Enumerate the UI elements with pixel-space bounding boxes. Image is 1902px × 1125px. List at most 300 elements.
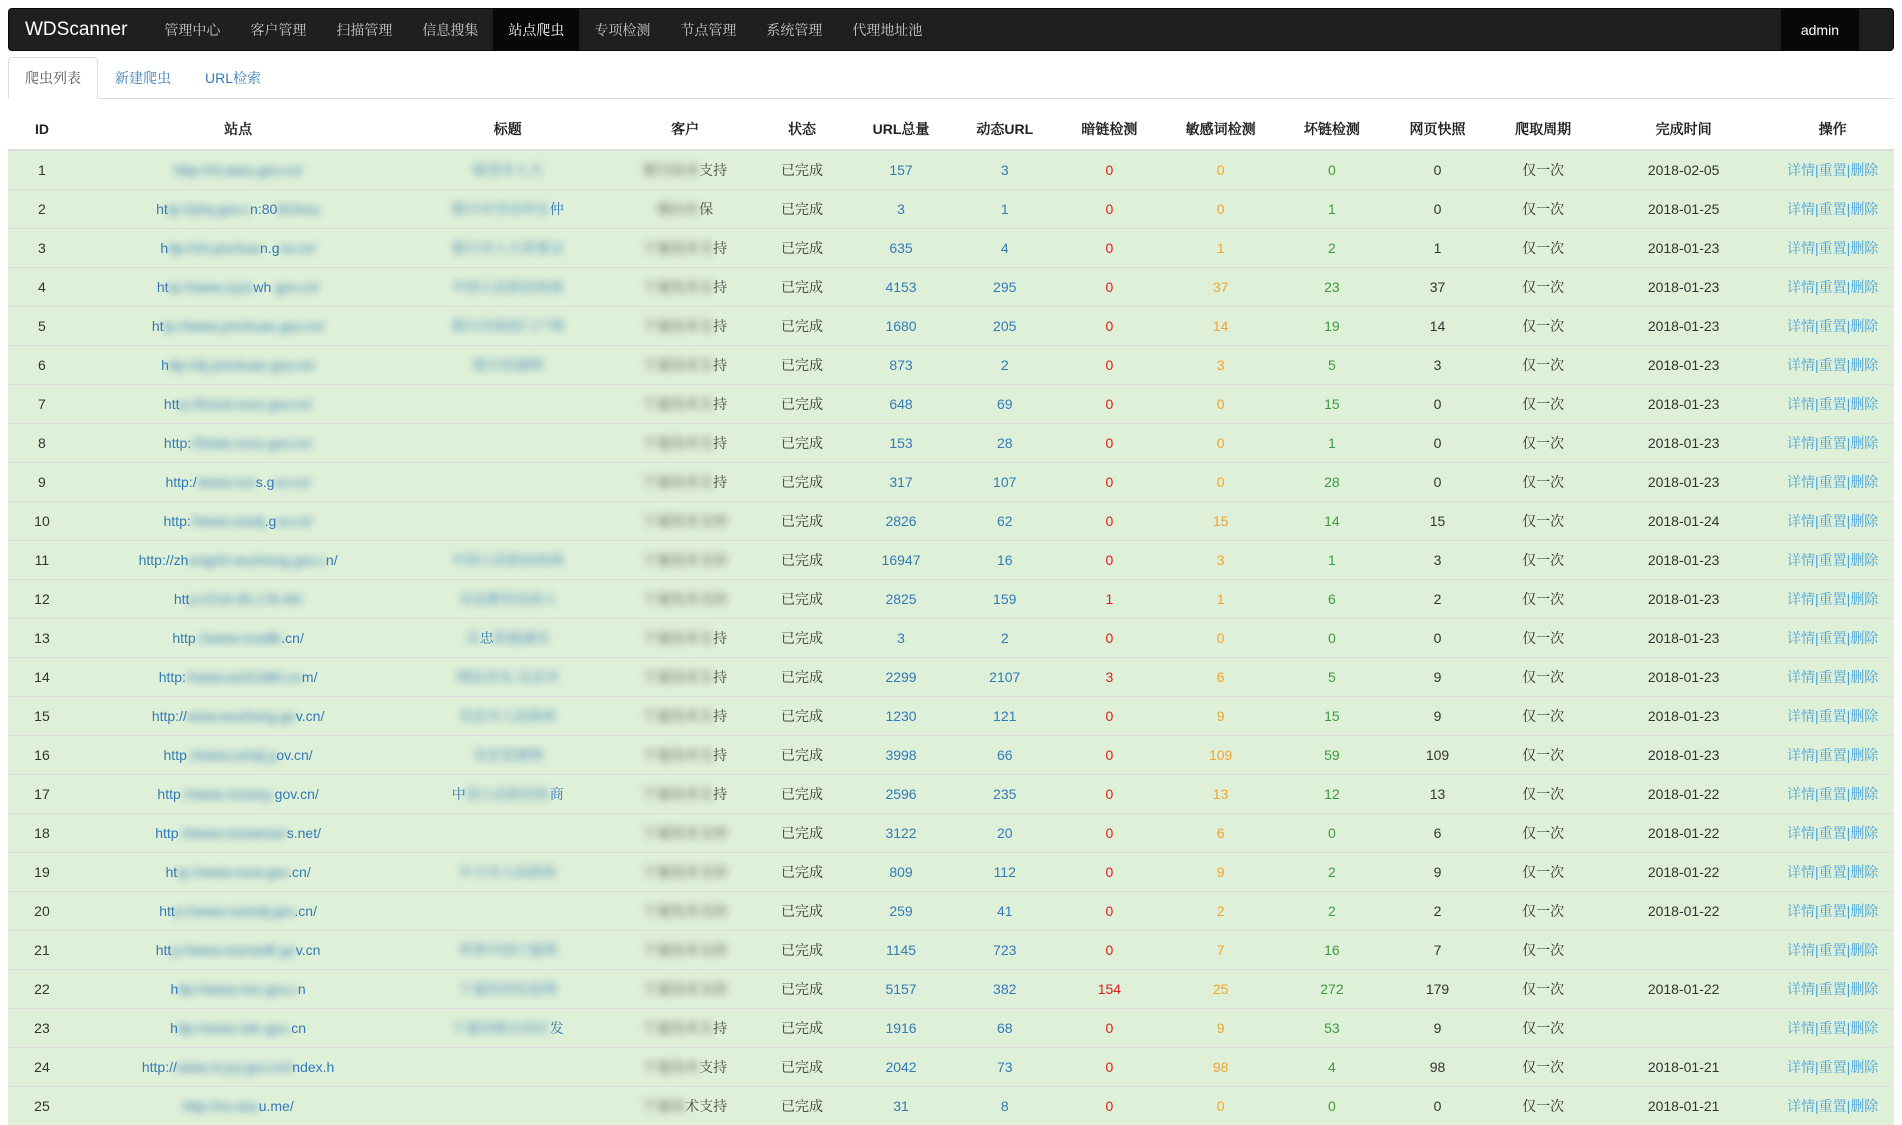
crawl-period-cell: 仅一次: [1490, 1009, 1596, 1048]
url-total-link[interactable]: 3: [849, 190, 953, 229]
tab[interactable]: 爬虫列表: [8, 57, 98, 99]
action-separator: |: [1815, 825, 1819, 841]
url-total-link[interactable]: 16947: [849, 541, 953, 580]
blurred-text: 银川党建网: [473, 357, 543, 373]
client-cell: [615, 697, 755, 736]
dynamic-url-link[interactable]: 2: [953, 346, 1057, 385]
detail-link[interactable]: 详情: [1787, 318, 1815, 334]
actions-cell: [1771, 658, 1894, 697]
reset-link[interactable]: 重置: [1819, 240, 1847, 256]
snapshot-count: 1: [1385, 229, 1491, 268]
action-separator: |: [1847, 435, 1851, 451]
delete-link[interactable]: 删除: [1850, 864, 1878, 880]
url-total-link[interactable]: 1230: [849, 697, 953, 736]
site-link[interactable]: [76, 580, 400, 619]
darklink-count: 0: [1057, 775, 1163, 814]
reset-link[interactable]: 重置: [1819, 942, 1847, 958]
url-total-link[interactable]: 2826: [849, 502, 953, 541]
delete-link[interactable]: 删除: [1850, 162, 1878, 178]
reset-link[interactable]: 重置: [1819, 318, 1847, 334]
blurred-text: p://www.nsnedj.gov: [175, 903, 295, 919]
reset-link[interactable]: 重置: [1819, 435, 1847, 451]
text: n/: [326, 552, 338, 568]
title-link[interactable]: [400, 463, 615, 502]
sensitive-word-count: 7: [1162, 931, 1279, 970]
nav-item[interactable]: 代理地址池: [837, 9, 937, 50]
reset-link[interactable]: 重置: [1819, 786, 1847, 802]
delete-link[interactable]: 删除: [1850, 903, 1878, 919]
column-header: 网页快照: [1385, 109, 1491, 150]
reset-link[interactable]: 重置: [1819, 201, 1847, 217]
dynamic-url-link[interactable]: 205: [953, 307, 1057, 346]
nav-item[interactable]: 系统管理: [751, 9, 837, 50]
title-link[interactable]: [400, 1009, 615, 1048]
badlink-count: 0: [1279, 619, 1385, 658]
url-total-link[interactable]: 4153: [849, 268, 953, 307]
darklink-count: 0: [1057, 814, 1163, 853]
snapshot-count: 0: [1385, 619, 1491, 658]
title-link[interactable]: [400, 150, 615, 190]
dynamic-url-link[interactable]: 66: [953, 736, 1057, 775]
url-total-link[interactable]: 2299: [849, 658, 953, 697]
reset-link[interactable]: 重置: [1819, 513, 1847, 529]
detail-link[interactable]: 详情: [1787, 591, 1815, 607]
detail-link[interactable]: 详情: [1787, 357, 1815, 373]
reset-link[interactable]: 重置: [1819, 474, 1847, 490]
delete-link[interactable]: 删除: [1850, 786, 1878, 802]
url-total-link[interactable]: 1916: [849, 1009, 953, 1048]
blurred-text: ov.cn/: [276, 513, 312, 529]
status-cell: 已完成: [755, 1009, 849, 1048]
status-cell: 已完成: [755, 346, 849, 385]
badlink-count: 15: [1279, 697, 1385, 736]
darklink-count: 0: [1057, 541, 1163, 580]
action-separator: |: [1847, 552, 1851, 568]
action-separator: |: [1847, 513, 1851, 529]
delete-link[interactable]: 删除: [1850, 552, 1878, 568]
site-link[interactable]: [76, 970, 400, 1009]
client-cell: [615, 736, 755, 775]
detail-link[interactable]: 详情: [1787, 1020, 1815, 1036]
site-link[interactable]: [76, 541, 400, 580]
url-total-link[interactable]: 317: [849, 463, 953, 502]
url-total-link[interactable]: 2042: [849, 1048, 953, 1087]
detail-link[interactable]: 详情: [1787, 162, 1815, 178]
site-link[interactable]: [76, 892, 400, 931]
app-brand[interactable]: WDScanner: [9, 9, 149, 50]
title-link[interactable]: [400, 190, 615, 229]
crawl-period-cell: 仅一次: [1490, 697, 1596, 736]
sensitive-word-count: 13: [1162, 775, 1279, 814]
site-link[interactable]: [76, 1009, 400, 1048]
snapshot-count: 9: [1385, 1009, 1491, 1048]
row-id: 24: [8, 1048, 76, 1087]
dynamic-url-link[interactable]: 235: [953, 775, 1057, 814]
detail-link[interactable]: 详情: [1787, 279, 1815, 295]
client-cell: [615, 775, 755, 814]
column-header: 动态URL: [953, 109, 1057, 150]
text: s.net/: [287, 825, 321, 841]
detail-link[interactable]: 详情: [1787, 1098, 1815, 1114]
title-link[interactable]: [400, 892, 615, 931]
dynamic-url-link[interactable]: 20: [953, 814, 1057, 853]
url-total-link[interactable]: 2596: [849, 775, 953, 814]
url-total-link[interactable]: 3998: [849, 736, 953, 775]
delete-link[interactable]: 删除: [1850, 981, 1878, 997]
status-cell: 已完成: [755, 970, 849, 1009]
title-link[interactable]: [400, 307, 615, 346]
darklink-count: 0: [1057, 150, 1163, 190]
title-link[interactable]: [400, 658, 615, 697]
sensitive-word-count: 6: [1162, 814, 1279, 853]
url-total-link[interactable]: 2825: [849, 580, 953, 619]
site-link[interactable]: [76, 385, 400, 424]
finish-time-cell: 2018-01-23: [1596, 307, 1771, 346]
row-id: 6: [8, 346, 76, 385]
text: v.cn/: [296, 708, 325, 724]
action-separator: |: [1815, 1059, 1819, 1075]
reset-link[interactable]: 重置: [1819, 669, 1847, 685]
delete-link[interactable]: 删除: [1850, 318, 1878, 334]
url-total-link[interactable]: 1145: [849, 931, 953, 970]
url-total-link[interactable]: 809: [849, 853, 953, 892]
reset-link[interactable]: 重置: [1819, 708, 1847, 724]
site-link[interactable]: [76, 190, 400, 229]
snapshot-count: 2: [1385, 580, 1491, 619]
dynamic-url-link[interactable]: 2107: [953, 658, 1057, 697]
action-separator: |: [1847, 1020, 1851, 1036]
nav-item[interactable]: 客户管理: [235, 9, 321, 50]
client-cell: [615, 150, 755, 190]
snapshot-count: 7: [1385, 931, 1491, 970]
finish-time-cell: 2018-01-23: [1596, 736, 1771, 775]
reset-link[interactable]: 重置: [1819, 864, 1847, 880]
title-link[interactable]: [400, 619, 615, 658]
finish-time-cell: 2018-01-23: [1596, 541, 1771, 580]
finish-time-cell: 2018-01-23: [1596, 619, 1771, 658]
dynamic-url-link[interactable]: 8: [953, 1087, 1057, 1125]
dynamic-url-link[interactable]: 121: [953, 697, 1057, 736]
reset-link[interactable]: 重置: [1819, 591, 1847, 607]
reset-link[interactable]: 重置: [1819, 357, 1847, 373]
sensitive-word-count: 25: [1162, 970, 1279, 1009]
action-separator: |: [1815, 318, 1819, 334]
title-link[interactable]: [400, 268, 615, 307]
client-cell: [615, 853, 755, 892]
delete-link[interactable]: 删除: [1850, 1059, 1878, 1075]
table-row: [8, 268, 1894, 307]
snapshot-count: 9: [1385, 658, 1491, 697]
site-link[interactable]: [76, 619, 400, 658]
site-link[interactable]: [76, 736, 400, 775]
text: htt: [174, 591, 190, 607]
title-link[interactable]: [400, 385, 615, 424]
blurred-text: 中国人民政治协商: [452, 552, 564, 568]
title-link[interactable]: [400, 697, 615, 736]
detail-link[interactable]: 详情: [1787, 630, 1815, 646]
detail-link[interactable]: 详情: [1787, 786, 1815, 802]
sensitive-word-count: 0: [1162, 190, 1279, 229]
table-row: [8, 424, 1894, 463]
blurred-text: 宁夏技术支: [643, 669, 713, 685]
blurred-text: 国人民政治协: [466, 786, 550, 802]
action-separator: |: [1847, 279, 1851, 295]
action-separator: |: [1847, 201, 1851, 217]
reset-link[interactable]: 重置: [1819, 279, 1847, 295]
status-cell: 已完成: [755, 229, 849, 268]
dynamic-url-link[interactable]: 4: [953, 229, 1057, 268]
site-link[interactable]: [76, 697, 400, 736]
blurred-text: /www.nxz: [197, 474, 256, 490]
actions-cell: [1771, 268, 1894, 307]
row-id: 12: [8, 580, 76, 619]
tab[interactable]: 新建爬虫: [98, 57, 188, 99]
reset-link[interactable]: 重置: [1819, 747, 1847, 763]
darklink-count: 0: [1057, 268, 1163, 307]
site-link[interactable]: [76, 931, 400, 970]
delete-link[interactable]: 删除: [1850, 279, 1878, 295]
delete-link[interactable]: 删除: [1850, 1098, 1878, 1114]
text: ht: [165, 864, 177, 880]
status-cell: 已完成: [755, 150, 849, 190]
site-link[interactable]: [76, 814, 400, 853]
reset-link[interactable]: 重置: [1819, 630, 1847, 646]
site-link[interactable]: [76, 853, 400, 892]
sensitive-word-count: 98: [1162, 1048, 1279, 1087]
blurred-text: 宁夏技术支持: [643, 552, 727, 568]
reset-link[interactable]: 重置: [1819, 1059, 1847, 1075]
user-menu-admin[interactable]: admin: [1781, 9, 1859, 50]
text: ov.cn/: [276, 747, 312, 763]
title-link[interactable]: [400, 853, 615, 892]
url-total-link[interactable]: 635: [849, 229, 953, 268]
title-link[interactable]: [400, 970, 615, 1009]
dynamic-url-link[interactable]: 73: [953, 1048, 1057, 1087]
dynamic-url-link[interactable]: 16: [953, 541, 1057, 580]
snapshot-count: 2: [1385, 892, 1491, 931]
site-link[interactable]: [76, 150, 400, 190]
title-link[interactable]: [400, 229, 615, 268]
dynamic-url-link[interactable]: 1: [953, 190, 1057, 229]
delete-link[interactable]: 删除: [1850, 474, 1878, 490]
url-total-link[interactable]: 3122: [849, 814, 953, 853]
darklink-count: 0: [1057, 190, 1163, 229]
title-link[interactable]: [400, 814, 615, 853]
reset-link[interactable]: 重置: [1819, 981, 1847, 997]
detail-link[interactable]: 详情: [1787, 201, 1815, 217]
title-link[interactable]: [400, 1048, 615, 1087]
snapshot-count: 0: [1385, 385, 1491, 424]
url-total-link[interactable]: 3: [849, 619, 953, 658]
delete-link[interactable]: 删除: [1850, 747, 1878, 763]
dynamic-url-link[interactable]: 62: [953, 502, 1057, 541]
detail-link[interactable]: 详情: [1787, 981, 1815, 997]
nav-item[interactable]: 节点管理: [665, 9, 751, 50]
site-link[interactable]: [76, 307, 400, 346]
delete-link[interactable]: 删除: [1850, 669, 1878, 685]
blurred-text: ttp://www.nsn.gov.c: [178, 981, 298, 997]
finish-time-cell: 2018-01-22: [1596, 814, 1771, 853]
url-total-link[interactable]: 31: [849, 1087, 953, 1125]
title-link[interactable]: [400, 736, 615, 775]
badlink-count: 6: [1279, 580, 1385, 619]
reset-link[interactable]: 重置: [1819, 825, 1847, 841]
dynamic-url-link[interactable]: 41: [953, 892, 1057, 931]
dynamic-url-link[interactable]: 3: [953, 150, 1057, 190]
text: h: [170, 1020, 178, 1036]
detail-link[interactable]: 详情: [1787, 942, 1815, 958]
url-total-link[interactable]: 873: [849, 346, 953, 385]
detail-link[interactable]: 详情: [1787, 825, 1815, 841]
finish-time-cell: 2018-01-23: [1596, 229, 1771, 268]
site-link[interactable]: [76, 1048, 400, 1087]
site-link[interactable]: [76, 268, 400, 307]
dynamic-url-link[interactable]: 382: [953, 970, 1057, 1009]
detail-link[interactable]: 详情: [1787, 669, 1815, 685]
row-id: 22: [8, 970, 76, 1009]
url-total-link[interactable]: 157: [849, 150, 953, 190]
dynamic-url-link[interactable]: 723: [953, 931, 1057, 970]
delete-link[interactable]: 删除: [1850, 513, 1878, 529]
action-separator: |: [1815, 474, 1819, 490]
url-total-link[interactable]: 259: [849, 892, 953, 931]
reset-link[interactable]: 重置: [1819, 903, 1847, 919]
dynamic-url-link[interactable]: 112: [953, 853, 1057, 892]
reset-link[interactable]: 重置: [1819, 1020, 1847, 1036]
site-link[interactable]: [76, 424, 400, 463]
dynamic-url-link[interactable]: 2: [953, 619, 1057, 658]
snapshot-count: 109: [1385, 736, 1491, 775]
crawl-period-cell: 仅一次: [1490, 1048, 1596, 1087]
table-row: [8, 853, 1894, 892]
site-link[interactable]: [76, 775, 400, 814]
detail-link[interactable]: 详情: [1787, 552, 1815, 568]
delete-link[interactable]: 删除: [1850, 825, 1878, 841]
dynamic-url-link[interactable]: 69: [953, 385, 1057, 424]
nav-item[interactable]: 管理中心: [149, 9, 235, 50]
nav-item[interactable]: 站点爬虫: [493, 9, 579, 50]
snapshot-count: 13: [1385, 775, 1491, 814]
tab[interactable]: URL检索: [188, 57, 278, 99]
finish-time-cell: 2018-01-23: [1596, 424, 1771, 463]
client-cell: [615, 658, 755, 697]
sensitive-word-count: 6: [1162, 658, 1279, 697]
blurred-text: //fztais.nxzs.gov.cn/: [191, 435, 312, 451]
detail-link[interactable]: 详情: [1787, 513, 1815, 529]
delete-link[interactable]: 删除: [1850, 708, 1878, 724]
nav-item[interactable]: 信息搜集: [407, 9, 493, 50]
delete-link[interactable]: 删除: [1850, 942, 1878, 958]
title-link[interactable]: [400, 346, 615, 385]
status-cell: 已完成: [755, 502, 849, 541]
row-id: 23: [8, 1009, 76, 1048]
blurred-text: 吴忠市人民政府: [459, 708, 557, 724]
actions-cell: [1771, 385, 1894, 424]
snapshot-count: 98: [1385, 1048, 1491, 1087]
site-link[interactable]: [76, 229, 400, 268]
url-total-link[interactable]: 153: [849, 424, 953, 463]
title-link[interactable]: [400, 541, 615, 580]
column-header: 状态: [755, 109, 849, 150]
url-total-link[interactable]: 1680: [849, 307, 953, 346]
site-link[interactable]: [76, 1087, 400, 1125]
site-link[interactable]: [76, 658, 400, 697]
site-link[interactable]: [76, 502, 400, 541]
delete-link[interactable]: 删除: [1850, 630, 1878, 646]
detail-link[interactable]: 详情: [1787, 474, 1815, 490]
reset-link[interactable]: 重置: [1819, 1098, 1847, 1114]
text: 持: [713, 279, 727, 295]
dynamic-url-link[interactable]: 107: [953, 463, 1057, 502]
column-header: 站点: [76, 109, 400, 150]
badlink-count: 2: [1279, 892, 1385, 931]
row-id: 11: [8, 541, 76, 580]
title-link[interactable]: [400, 580, 615, 619]
actions-cell: [1771, 619, 1894, 658]
top-navbar: [8, 8, 1894, 51]
delete-link[interactable]: 删除: [1850, 201, 1878, 217]
action-separator: |: [1847, 747, 1851, 763]
detail-link[interactable]: 详情: [1787, 1059, 1815, 1075]
reset-link[interactable]: 重置: [1819, 552, 1847, 568]
blurred-text: 防震减灾: [494, 630, 550, 646]
delete-link[interactable]: 删除: [1850, 357, 1878, 373]
detail-link[interactable]: 详情: [1787, 903, 1815, 919]
table-row: [8, 892, 1894, 931]
detail-link[interactable]: 详情: [1787, 396, 1815, 412]
url-total-link[interactable]: 648: [849, 385, 953, 424]
title-link[interactable]: [400, 775, 615, 814]
dynamic-url-link[interactable]: 159: [953, 580, 1057, 619]
badlink-count: 0: [1279, 814, 1385, 853]
reset-link[interactable]: 重置: [1819, 162, 1847, 178]
blurred-text: http://nx.eso: [182, 1098, 258, 1114]
detail-link[interactable]: 详情: [1787, 864, 1815, 880]
delete-link[interactable]: 删除: [1850, 591, 1878, 607]
dynamic-url-link[interactable]: 28: [953, 424, 1057, 463]
detail-link[interactable]: 详情: [1787, 435, 1815, 451]
text: 持: [713, 396, 727, 412]
badlink-count: 2: [1279, 229, 1385, 268]
title-link[interactable]: [400, 1087, 615, 1125]
dynamic-url-link[interactable]: 295: [953, 268, 1057, 307]
dynamic-url-link[interactable]: 68: [953, 1009, 1057, 1048]
column-header: 完成时间: [1596, 109, 1771, 150]
blurred-text: p://fzszd.nxzs.gov.cn/: [179, 396, 312, 412]
detail-link[interactable]: 详情: [1787, 240, 1815, 256]
reset-link[interactable]: 重置: [1819, 396, 1847, 412]
nav-item[interactable]: 扫描管理: [321, 9, 407, 50]
delete-link[interactable]: 删除: [1850, 1020, 1878, 1036]
detail-link[interactable]: 详情: [1787, 708, 1815, 724]
darklink-count: 0: [1057, 346, 1163, 385]
title-link[interactable]: [400, 931, 615, 970]
nav-item[interactable]: 专项检测: [579, 9, 665, 50]
site-link[interactable]: [76, 346, 400, 385]
site-link[interactable]: [76, 463, 400, 502]
text: s.g: [256, 474, 275, 490]
title-link[interactable]: [400, 424, 615, 463]
darklink-count: 0: [1057, 307, 1163, 346]
title-link[interactable]: [400, 502, 615, 541]
detail-link[interactable]: 详情: [1787, 747, 1815, 763]
delete-link[interactable]: 删除: [1850, 240, 1878, 256]
text: .cn/: [288, 864, 311, 880]
delete-link[interactable]: 删除: [1850, 435, 1878, 451]
delete-link[interactable]: 删除: [1850, 396, 1878, 412]
url-total-link[interactable]: 5157: [849, 970, 953, 1009]
finish-time-cell: 2018-01-22: [1596, 853, 1771, 892]
